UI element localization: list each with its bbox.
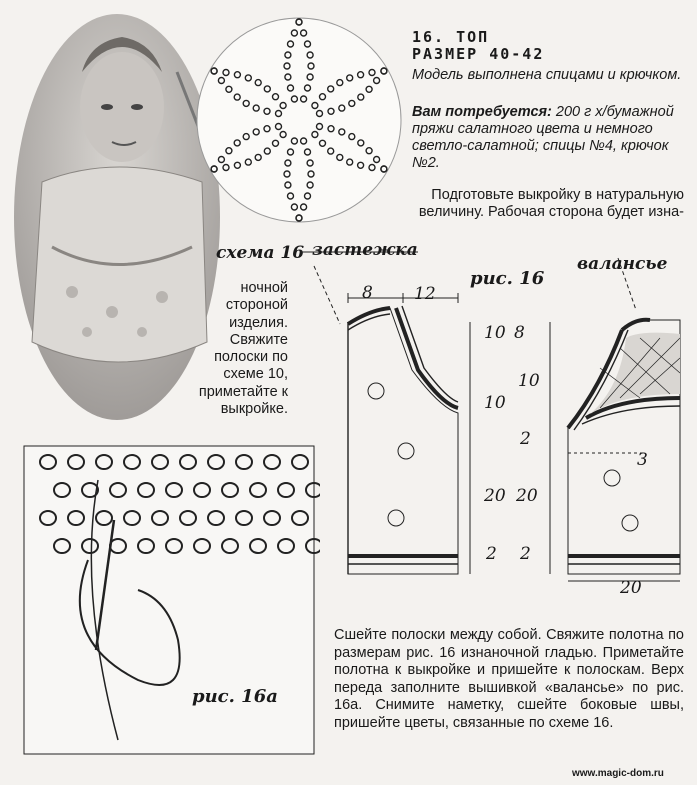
dim-top-12: 12 bbox=[414, 284, 436, 304]
dim-left-10c: 10 bbox=[484, 393, 506, 413]
materials bbox=[412, 104, 684, 172]
dim-bottom-20: 20 bbox=[620, 578, 642, 598]
figure-16a bbox=[18, 440, 320, 760]
dim-right-3: 3 bbox=[637, 450, 648, 470]
instructions-part1: Подготовьте выкройку в натуральную величину. Рабочая сторона будет изна- bbox=[418, 187, 684, 220]
text-line: приметайте к bbox=[198, 383, 288, 400]
text-line: изделия. bbox=[229, 314, 288, 331]
instructions-part1-cont bbox=[190, 280, 288, 418]
dim-left-10a: 10 bbox=[484, 323, 506, 343]
fastener-label: застежка bbox=[312, 240, 418, 260]
dim-top-8: 8 bbox=[362, 283, 373, 303]
model-desc: Модель выполнена спицами и крючком. bbox=[412, 67, 682, 83]
item-number: 16. ТОП bbox=[412, 28, 490, 46]
text-line: полоски по bbox=[214, 349, 288, 366]
valansie-label: валансье bbox=[577, 254, 668, 274]
dim-left-2c: 2 bbox=[520, 544, 531, 564]
fig16a-label: рис. 16а bbox=[192, 686, 278, 707]
instructions-part2: Сшейте полоски между собой. Свяжите полотна по размерам рис. 16 изнаночной гладью. Приметайте полотна к выкройке и пришейте к полоскам. Верх переда заполните вышивкой «валансье» по рис. 16а. Снимите наметку, сшейте боковые швы, пришейте цветы, связанные по схеме 16. bbox=[334, 627, 684, 731]
dim-left-2a: 2 bbox=[520, 429, 531, 449]
materials-label: Вам потребуется: bbox=[412, 104, 552, 120]
flower-scheme bbox=[196, 8, 402, 228]
text-line: ночной bbox=[240, 280, 288, 296]
dim-left-2b: 2 bbox=[486, 544, 497, 564]
text-line: Свяжите bbox=[229, 331, 288, 348]
text-line: стороной bbox=[225, 297, 288, 314]
materials-text: 200 г х/бумажной пряжи салатного цвета и немного светло-салатной; спицы №4, крючок №2. bbox=[412, 104, 674, 171]
dim-left-20a: 20 bbox=[484, 486, 506, 506]
dim-left-20b: 20 bbox=[516, 486, 538, 506]
dim-left-8: 8 bbox=[514, 323, 525, 343]
text-line: выкройке. bbox=[220, 401, 288, 418]
scheme-label: схема 16 bbox=[216, 243, 305, 263]
dim-left-10b: 10 bbox=[518, 371, 540, 391]
text-line: схеме 10, bbox=[223, 366, 288, 383]
site-url: www.magic-dom.ru bbox=[572, 768, 664, 779]
size-line: РАЗМЕР 40-42 bbox=[412, 45, 545, 63]
fig16-label: рис. 16 bbox=[470, 268, 545, 289]
